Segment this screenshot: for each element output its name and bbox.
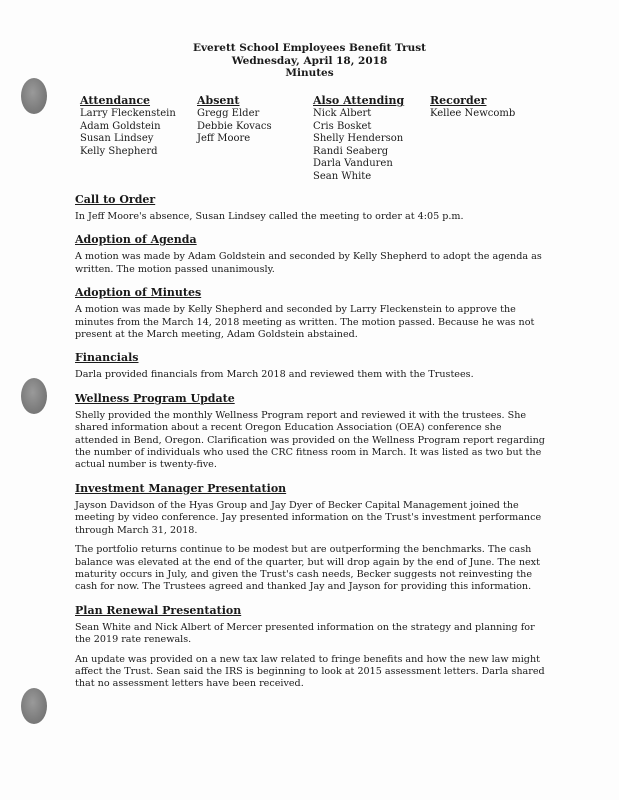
section-paragraph: An update was provided on a new tax law related to fringe benefits and how the new law might affect the Trust. Sean said the IRS is beginning to look at 2015 assessment letters. Darla shared that no assessment letters have been received. bbox=[75, 653, 545, 690]
binder-hole bbox=[21, 688, 47, 724]
organization-name: Everett School Employees Benefit Trust bbox=[192, 42, 427, 54]
attendee-name: Adam Goldstein bbox=[80, 120, 161, 132]
guest-name: Sean White bbox=[313, 170, 372, 182]
attendee-name: Kelly Shepherd bbox=[80, 145, 158, 157]
guest-name: Randi Seaberg bbox=[313, 145, 389, 157]
section-heading: Plan Renewal Presentation bbox=[75, 603, 242, 617]
absent-name: Jeff Moore bbox=[197, 133, 251, 145]
section-paragraph: Darla provided financials from March 2018 and reviewed them with the Trustees. bbox=[75, 369, 474, 381]
absent-heading: Absent bbox=[197, 94, 240, 107]
also-attending-heading: Also Attending bbox=[313, 94, 405, 107]
section-heading: Financials bbox=[75, 351, 139, 365]
section-heading: Adoption of Agenda bbox=[75, 233, 197, 247]
attendee-name: Larry Fleckenstein bbox=[80, 108, 176, 119]
section-paragraph: Shelly provided the monthly Wellness Program report and reviewed it with the trustees. She shared information about a recent Oregon Education Association (OEA) conference she attended in Bend, Oregon. Clarification was provided on the Wellness Program report regarding the number of individuals who used the CRC fitness room in March. It was listed as two but the actual number is twenty-five. bbox=[75, 409, 545, 471]
section-adoption-of-agenda bbox=[75, 233, 545, 276]
section-financials bbox=[75, 351, 545, 381]
section-wellness-program-update bbox=[75, 392, 545, 472]
guest-name: Nick Albert bbox=[313, 108, 372, 119]
attendance-table bbox=[0, 94, 619, 189]
section-paragraph: In Jeff Moore's absence, Susan Lindsey called the meeting to order at 4:05 p.m. bbox=[75, 211, 464, 222]
absent-name: Debbie Kovacs bbox=[197, 120, 272, 132]
document-title: Minutes bbox=[285, 67, 334, 79]
section-plan-renewal-presentation bbox=[75, 604, 545, 691]
section-paragraph: A motion was made by Adam Goldstein and seconded by Kelly Shepherd to adopt the agenda as written. The motion passed unanimously. bbox=[75, 251, 542, 275]
section-heading: Wellness Program Update bbox=[75, 391, 235, 405]
section-adoption-of-minutes bbox=[75, 286, 545, 341]
section-heading: Investment Manager Presentation bbox=[75, 481, 287, 495]
recorder-name: Kellee Newcomb bbox=[430, 108, 516, 119]
section-investment-manager-presentation bbox=[75, 482, 545, 594]
binder-hole bbox=[21, 378, 47, 414]
section-call-to-order bbox=[75, 193, 545, 223]
section-paragraph: The portfolio returns continue to be modest but are outperforming the benchmarks. The cash balance was elevated at the end of the quarter, but will drop again by the end of June. The next maturity occurs in July, and given the Trust's cash needs, Becker suggests not reinvesting the cash for now. The Trustees agreed and thanked Jay and Jayson for providing this information. bbox=[75, 544, 540, 593]
attendance-column bbox=[80, 94, 176, 158]
guest-name: Shelly Henderson bbox=[313, 133, 404, 145]
section-paragraph: Sean White and Nick Albert of Mercer presented information on the strategy and planning for the 2019 rate renewals. bbox=[75, 621, 535, 646]
section-paragraph: Jayson Davidson of the Hyas Group and Jay Dyer of Becker Capital Management joined the meeting by video conference. Jay presented information on the Trust's investment performance through March 31, 2018. bbox=[75, 499, 542, 536]
document-header bbox=[0, 42, 619, 80]
attendance-heading: Attendance bbox=[80, 94, 151, 107]
absent-name: Gregg Elder bbox=[197, 108, 260, 119]
guest-name: Cris Bosket bbox=[313, 120, 372, 132]
section-heading: Adoption of Minutes bbox=[75, 286, 202, 300]
guest-name: Darla Vanduren bbox=[313, 158, 393, 170]
section-heading: Call to Order bbox=[75, 193, 156, 206]
also-attending-column bbox=[313, 94, 404, 184]
section-paragraph: A motion was made by Kelly Shepherd and seconded by Larry Fleckenstein to approve the minutes from the March 14, 2018 meeting as written. The motion passed. Because he was not present at the March meeting, Adam Goldstein abstained. bbox=[75, 304, 535, 341]
attendee-name: Susan Lindsey bbox=[80, 133, 154, 145]
minutes-body bbox=[75, 193, 545, 698]
recorder-column bbox=[430, 94, 515, 121]
recorder-heading: Recorder bbox=[430, 94, 487, 107]
absent-column bbox=[197, 94, 272, 146]
meeting-date: Wednesday, April 18, 2018 bbox=[231, 54, 388, 67]
